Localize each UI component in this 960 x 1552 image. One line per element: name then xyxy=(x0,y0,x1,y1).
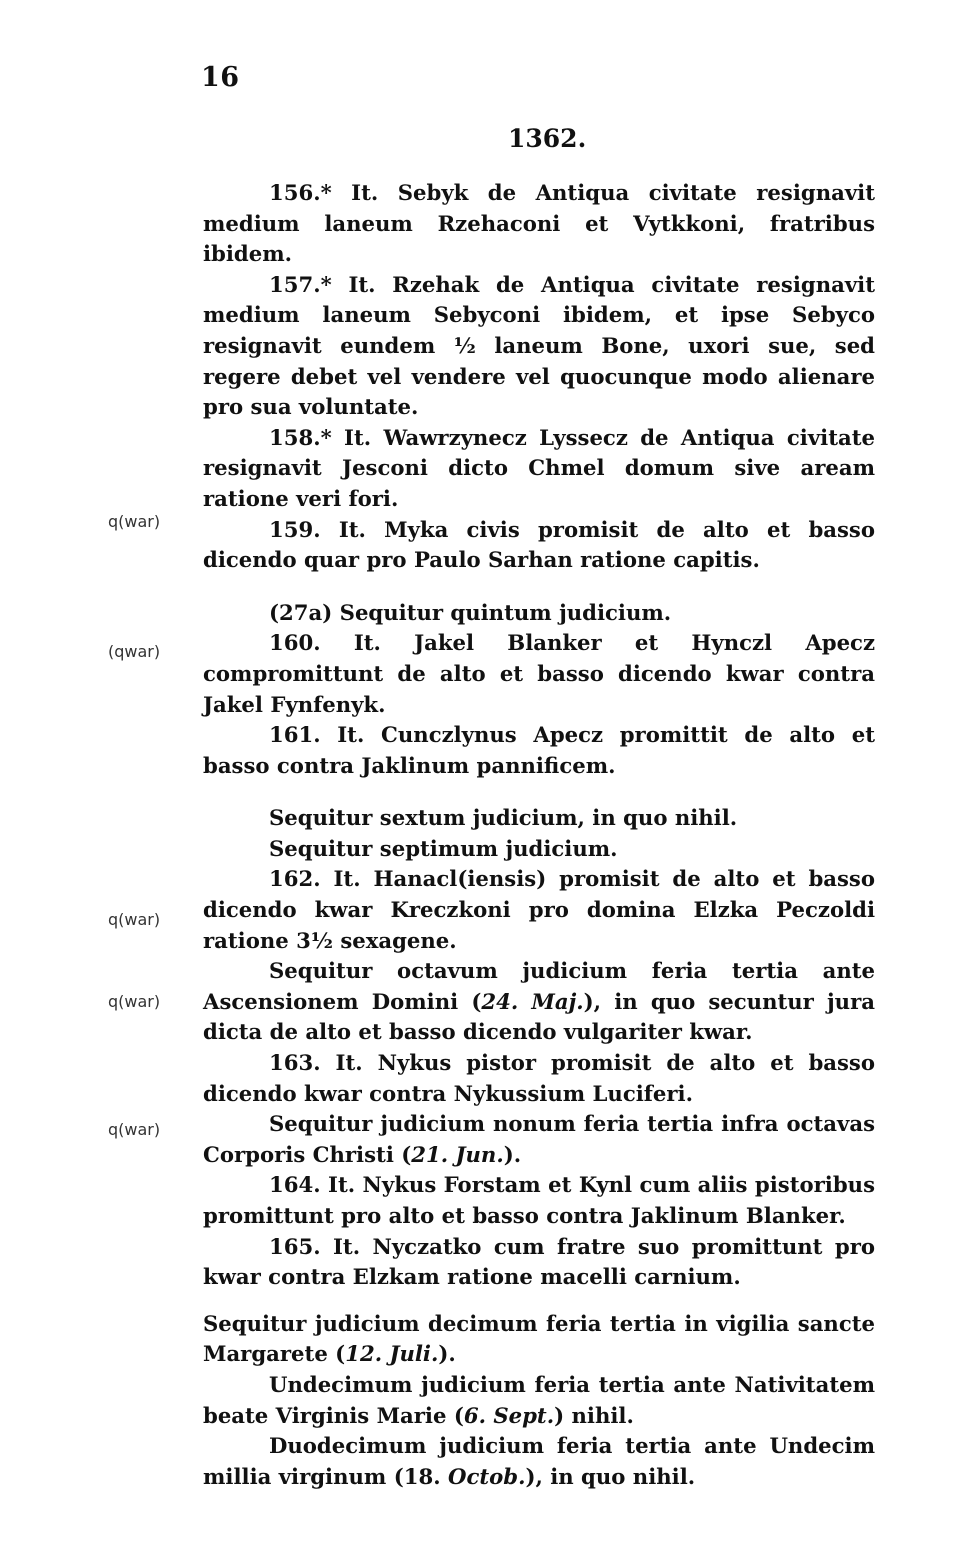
decimum-date: 12. Juli. xyxy=(345,1341,439,1367)
undecimum-date: 6. Sept. xyxy=(463,1402,555,1428)
heading-sextum-judicium: Sequitur sextum judicium, in quo nihil. xyxy=(269,805,738,831)
nonum-text-b: ). xyxy=(503,1141,522,1167)
octavum-text-b: ), in quo secuntur jura dicta de alto et basso dicendo vulgariter kwar. xyxy=(203,988,875,1045)
heading-septimum-judicium: Sequitur septimum judicium. xyxy=(269,835,618,861)
heading-nonum-judicium xyxy=(203,1109,875,1170)
entry-161: 161. It. Cunczlynus Apecz promittit de alto et basso contra Jaklinum pannificem. xyxy=(203,722,875,778)
entry-160: 160. It. Jakel Blanker et Hynczl Apecz compromittunt de alto et basso dicendo kwar contra Jakel Fynfenyk. xyxy=(203,630,875,717)
undecimum-text-a: Undecimum judicium feria tertia ante Nativitatem beate Virginis Marie ( xyxy=(203,1371,875,1428)
octavum-text-a: Sequitur octavum judicium feria tertia ante Ascensionem Domini ( xyxy=(203,958,875,1014)
heading-quintum-judicium: (27a) Sequitur quintum judicium. xyxy=(269,599,672,625)
undecimum-text-b: ) nihil. xyxy=(554,1402,634,1428)
duodecimum-date: Octob. xyxy=(447,1463,526,1489)
nonum-date: 21. Jun. xyxy=(411,1141,504,1167)
decimum-text-a: Sequitur judicium decimum feria tertia in vigilia sancte Margarete ( xyxy=(203,1310,875,1367)
document-body xyxy=(203,178,875,1492)
entry-165: 165. It. Nyczatko cum fratre suo promittunt pro kwar contra Elzkam ratione macelli carnium. xyxy=(203,1233,875,1290)
margin-note-160: (qwar) xyxy=(108,642,161,661)
margin-note-164: q(war) xyxy=(108,1120,161,1139)
duodecimum-text-b: ), in quo nihil. xyxy=(525,1463,696,1489)
octavum-date: 24. Maj. xyxy=(481,988,584,1014)
entry-156: 156.* It. Sebyk de Antiqua civitate resignavit medium laneum Rzehaconi et Vytkkoni, fratribus ibidem. xyxy=(203,180,875,267)
duodecimum-text-a: Duodecimum judicium feria tertia ante Undecim millia virginum (18. xyxy=(203,1433,875,1489)
entry-163: 163. It. Nykus pistor promisit de alto et basso dicendo kwar contra Nykussium Luciferi. xyxy=(203,1050,875,1106)
decimum-text-b: ). xyxy=(438,1341,456,1367)
entry-162: 162. It. Hanacl(iensis) promisit de alto et basso dicendo kwar Kreczkoni pro domina Elzka Peczoldi ratione 3½ sexagene. xyxy=(203,866,875,953)
entry-158: 158.* It. Wawrzynecz Lyssecz de Antiqua civitate resignavit Jesconi dicto Chmel domum sive aream ratione veri fori. xyxy=(203,424,875,511)
heading-undecimum-judicium xyxy=(203,1370,875,1431)
heading-octavum-judicium xyxy=(203,956,875,1048)
entry-159: 159. It. Myka civis promisit de alto et basso dicendo quar pro Paulo Sarhan ratione capitis. xyxy=(203,516,875,573)
nonum-text-a: Sequitur judicium nonum feria tertia infra octavas Corporis Christi ( xyxy=(203,1111,875,1167)
margin-note-163: q(war) xyxy=(108,992,161,1011)
year-heading: 1362. xyxy=(508,124,587,153)
entry-157: 157.* It. Rzehak de Antiqua civitate resignavit medium laneum Sebyconi ibidem, et ipse Sebyco resignavit eundem ½ laneum Bone, uxori sue, sed regere debet vel vendere vel quocunque modo alienare pro sua voluntate. xyxy=(203,271,875,420)
margin-note-octavum: q(war) xyxy=(108,910,161,929)
page-number: 16 xyxy=(201,62,240,93)
heading-duodecimum-judicium xyxy=(203,1431,875,1492)
heading-decimum-judicium xyxy=(203,1309,875,1370)
entry-164: 164. It. Nykus Forstam et Kynl cum aliis pistoribus promittunt pro alto et basso contra Jaklinum Blanker. xyxy=(203,1172,875,1228)
margin-note-159: q(war) xyxy=(108,512,161,531)
